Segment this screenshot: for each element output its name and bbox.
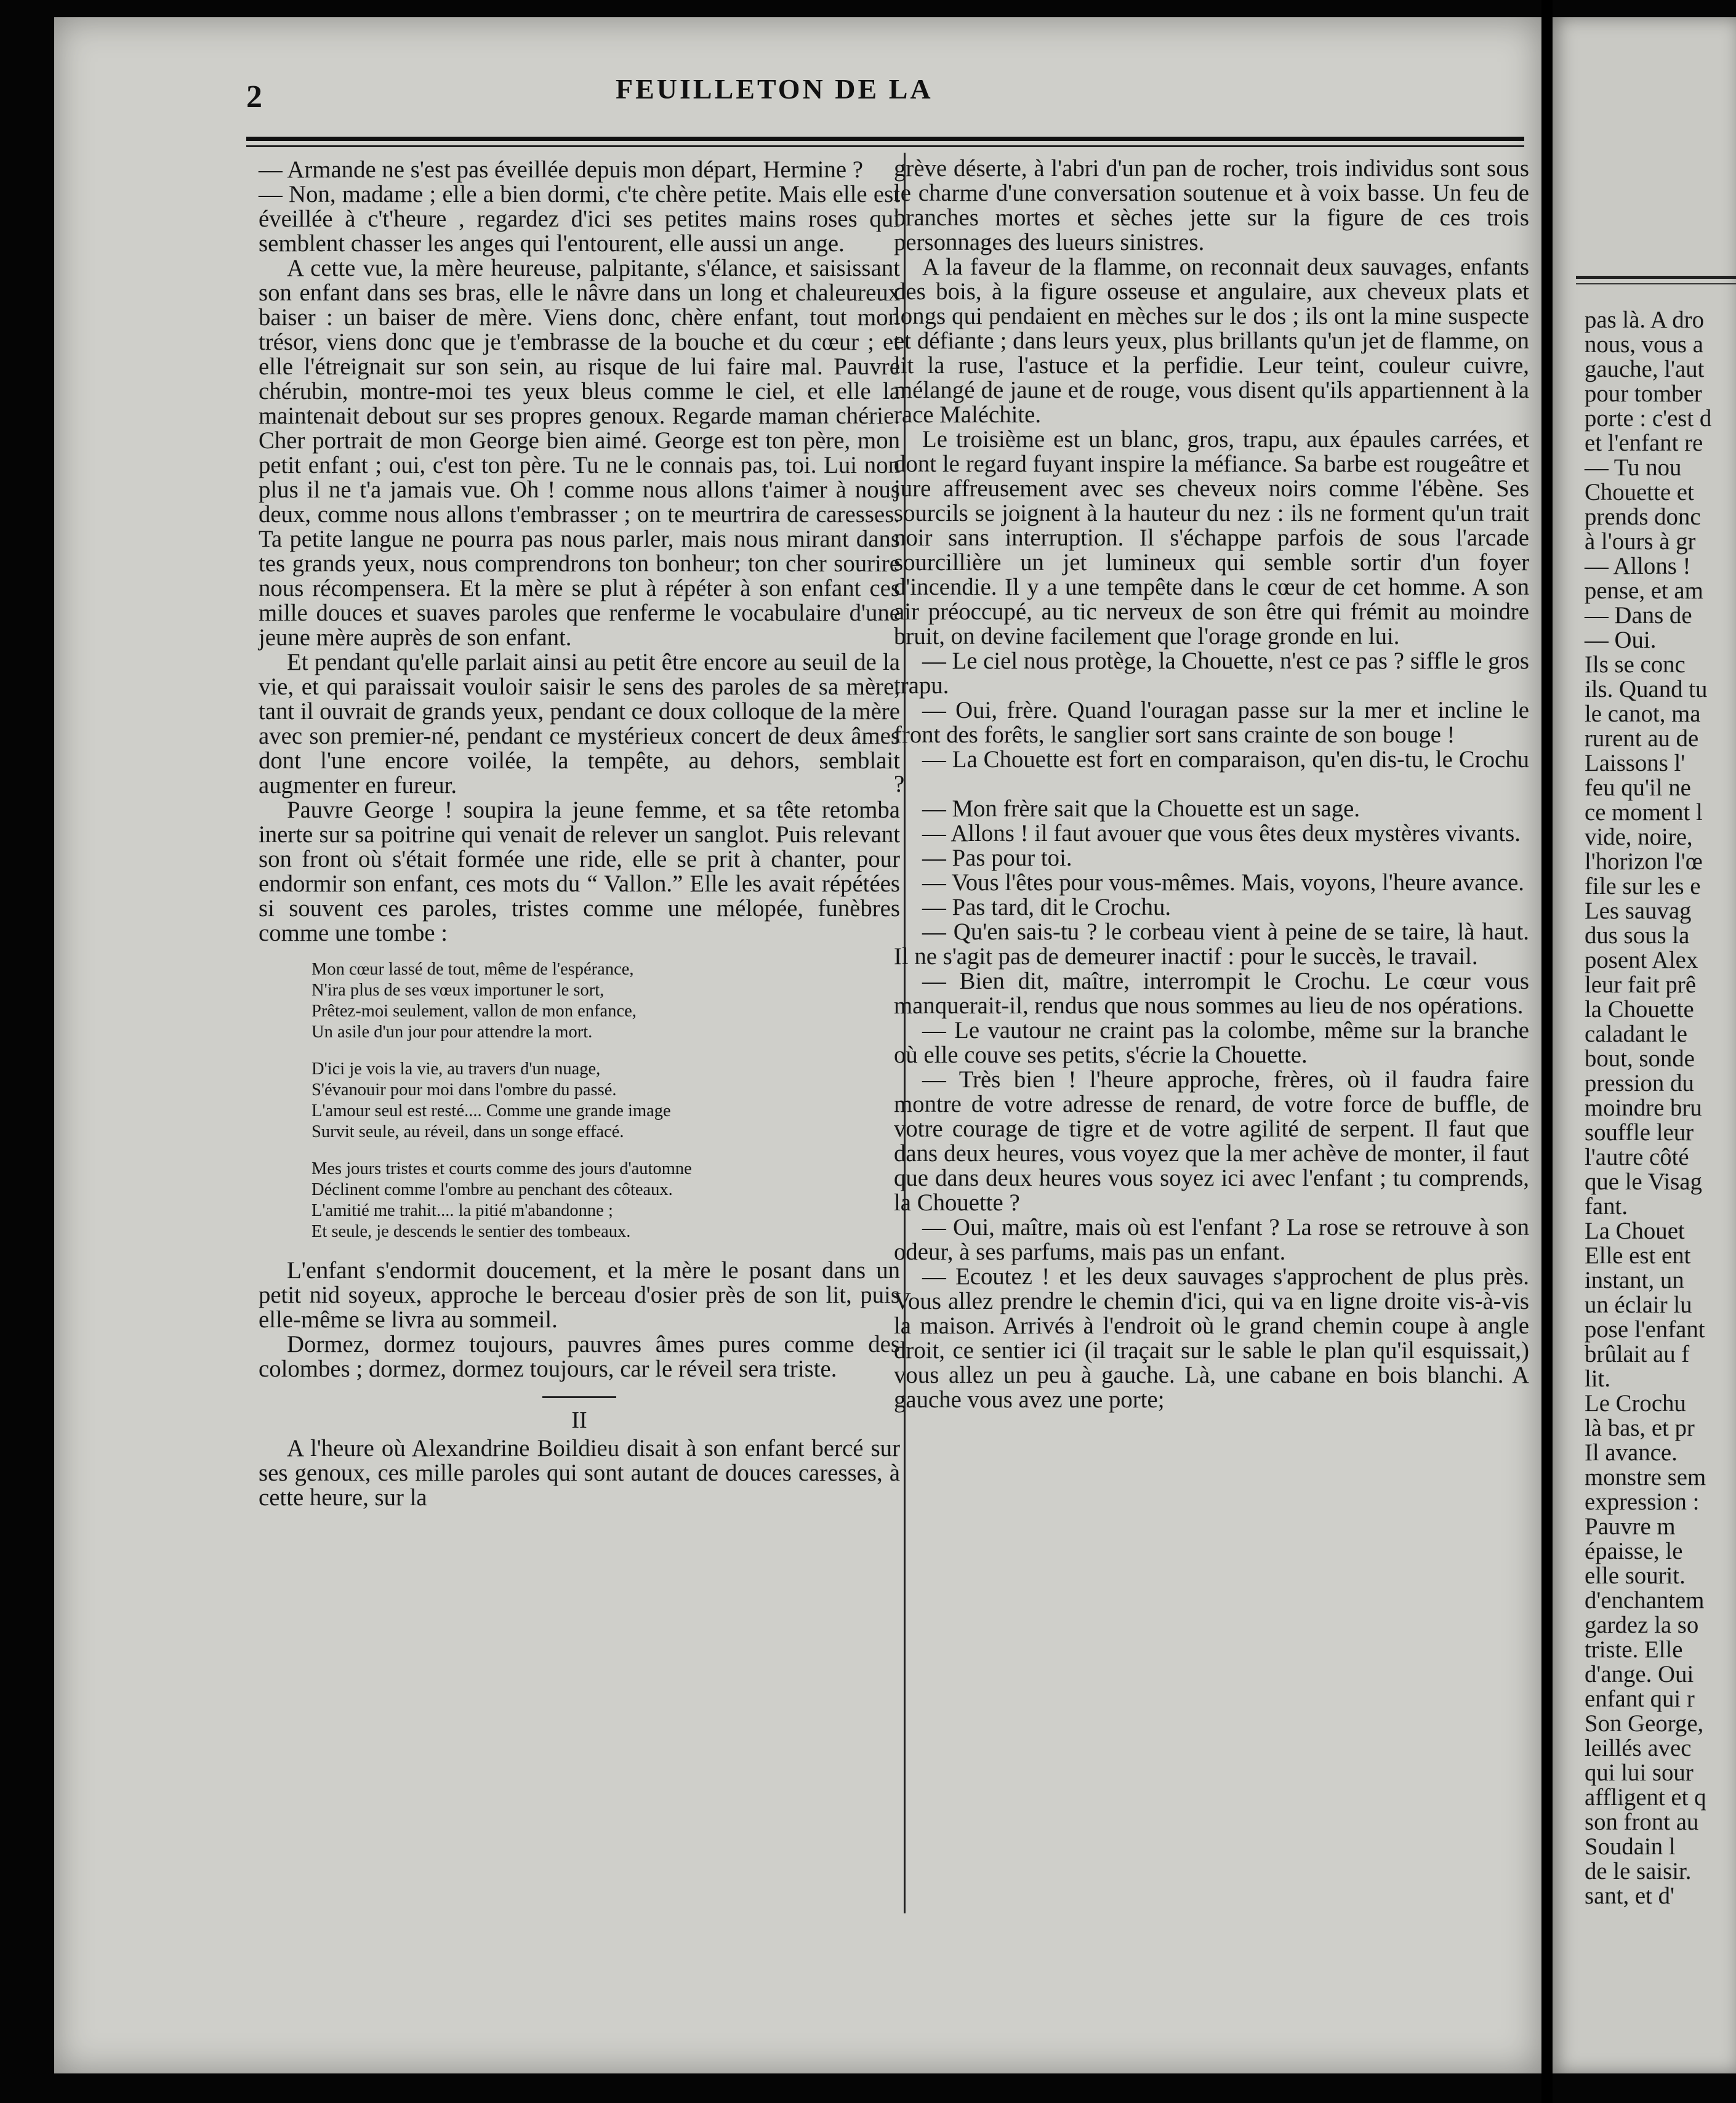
fragment-line: expression : [1585,1489,1700,1515]
paragraph: A cette vue, la mère heureuse, palpitante, s'élance, et saisissant son enfant dans ses bras, elle le nâvre dans un long et chaleureux baiser : un baiser de mère. Viens donc, chère enfant, tout mon trésor, viens donc que je t'embrasse de la bouche et du cœur ; et elle l'étreignait sur son sein, au risque de lui faire mal. Pauvre chérubin, montre-moi tes yeux bleus comme le ciel, et elle la maintenait debout sur ses propres genoux. Regarde maman chérie. Cher portrait de mon George bien aimé. George est ton père, mon petit enfant ; oui, c'est ton père. Tu ne le connais pas, toi. Lui non plus il ne t'a jamais vue. Oh ! comme nous allons t'aimer à nous deux, comme nous allons t'embrasser ; on te meurtrira de caresses. Ta petite langue ne pourra pas nous parler, mais nous mirant dans tes grands yeux, nous comprendrons ton bonheur; ton cher sourire nous récompensera. Et la mère se plut à répéter à son enfant ces mille douces et suaves paroles que renferme le vocabulaire d'une jeune mère auprès de son enfant. [259,255,900,651]
fragment-line: Son George, [1585,1710,1704,1737]
paragraph: — Non, madame ; elle a bien dormi, c'te chère petite. Mais elle est éveillée à c't'heure , regardez d'ici ses petites mains roses qui semblent chasser les anges qui l'entourent, elle aussi un ange. [259,181,900,257]
left-column [259,158,900,1510]
paragraph: — Oui, maître, mais où est l'enfant ? La rose se retrouve à son odeur, à ses parfums, mais pas un enfant. [894,1214,1529,1265]
fragment-line: enfant qui r [1585,1686,1695,1712]
right-column [894,156,1529,1412]
next-page-header-rule [1576,276,1736,279]
fragment-line: La Chouet [1585,1218,1685,1244]
fragment-line: prends donc [1585,504,1701,530]
fragment-line: leur fait prê [1585,971,1696,998]
verse-line: Et seule, je descends le sentier des tombeaux. [311,1222,631,1241]
fragment-line: Il avance. [1585,1439,1678,1466]
fragment-line: ils. Quand tu [1585,676,1708,702]
verse-line: D'ici je vois la vie, au travers d'un nuage, [311,1060,601,1079]
fragment-line: — Dans de [1585,602,1692,629]
fragment-line: rurent au de [1585,725,1699,752]
fragment-line: pour tomber [1585,380,1702,407]
verse-line: Déclinent comme l'ombre au penchant des côteaux. [311,1180,673,1199]
paragraph: — Qu'en sais-tu ? le corbeau vient à peine de se taire, là haut. Il ne s'agit pas de demeurer inactif : pour le succès, le travail. [894,919,1529,970]
fragment-line: moindre bru [1585,1095,1702,1121]
verse-line: Mes jours tristes et courts comme des jours d'automne [311,1159,692,1178]
header-rule-thin [246,145,1524,147]
fragment-line: pas là. A dro [1585,307,1704,333]
poem-stanza [311,1059,900,1143]
header-rule [246,137,1524,141]
fragment-line: posent Alex [1585,947,1698,973]
section-rule [542,1396,616,1398]
fragment-line: là bas, et pr [1585,1415,1695,1441]
fragment-line: — Tu nou [1585,454,1682,481]
paragraph: — Vous l'êtes pour vous-mêmes. Mais, voyons, l'heure avance. [922,869,1524,896]
fragment-line: porte : c'est d [1585,405,1712,432]
paragraph: A l'heure où Alexandrine Boildieu disait à son enfant bercé sur ses genoux, ces mille paroles qui sont autant de douces caresses, à cette heure, sur la [259,1435,900,1511]
paragraph: — Très bien ! l'heure approche, frères, où il faudra faire montre de votre adresse de renard, de votre force de buffle, de votre courage de tigre et de votre agilité de serpent. Il faut que dans deux heures, vous voyez que la mer achève de monter, il faut que dans deux heures vous soyez ici avec l'enfant ; tu comprends, la Chouette ? [894,1066,1529,1216]
fragment-line: — Allons ! [1585,553,1691,579]
poem-stanza [311,959,900,1043]
fragment-line: Laissons l' [1585,750,1686,776]
fragment-line: bout, sonde [1585,1045,1695,1072]
verse-line: N'ira plus de ses vœux importuner le sort, [311,981,605,1000]
fragment-line: d'enchantem [1585,1587,1705,1614]
fragment-line: épaisse, le [1585,1538,1683,1564]
fragment-line: elle sourit. [1585,1562,1686,1589]
paragraph: Et pendant qu'elle parlait ainsi au petit être encore au seuil de la vie, et qui paraissait vouloir saisir le sens des paroles de sa mère, tant il ouvrait de grands yeux, pendant ce doux colloque de la mère avec son premier-né, pendant ce mystérieux concert de deux âmes dont l'une encore voilée, la tempête, au dehors, semblait augmenter en fureur. [259,649,900,798]
fragment-line: affligent et q [1585,1784,1706,1811]
fragment-line: lit. [1585,1365,1611,1392]
fragment-line: dus sous la [1585,922,1690,949]
fragment-line: pression du [1585,1070,1694,1096]
page-gutter [1541,0,1553,2103]
paragraph: A la faveur de la flamme, on reconnait deux sauvages, enfants des bois, à la figure osseuse et angulaire, aux cheveux plats et longs qui pendaient en mèches sur le dos ; ils ont la mine suspecte et défiante ; dans leurs yeux, plus brillants qu'un jet de flamme, on lit la ruse, l'astuce et la perfidie. Leur teint, couleur cuivre, mélangé de jaune et de rouge, vous disent qu'ils appartiennent à la race Maléchite. [894,254,1529,428]
fragment-line: nous, vous a [1585,331,1703,358]
paragraph: Le troisième est un blanc, gros, trapu, aux épaules carrées, et dont le regard fuyant inspire la méfiance. Sa barbe est rougeâtre et jure affreusement avec ses cheveux noirs comme l'ébène. Ses sourcils se joignent à la hauteur du nez : ils ne forment qu'un trait noir sans interruption. Il s'échappe parfois de sous l'arcade sourcillière un jet lumineux qui semble sortir d'un foyer d'incendie. Il y a une tempête dans le cœur de cet homme. A son air préoccupé, au tic nerveux de son être qui frémit au moindre bruit, on devine facilement que l'orage gronde en lui. [894,426,1529,649]
fragment-line: pose l'enfant [1585,1316,1705,1343]
paragraph: — La Chouette est fort en comparaison, qu'en dis-tu, le Crochu ? [894,746,1529,797]
fragment-line: son front au [1585,1809,1699,1835]
fragment-line: Les sauvag [1585,898,1692,924]
fragment-line: caladant le [1585,1021,1687,1047]
fragment-line: l'autre côté [1585,1144,1689,1170]
fragment-line: gardez la so [1585,1612,1699,1638]
fragment-line: Elle est ent [1585,1242,1691,1269]
fragment-line: la Chouette [1585,996,1694,1023]
paragraph: — Pas pour toi. [922,845,1072,871]
poem [311,959,900,1242]
paragraph: — Pas tard, dit le Crochu. [922,894,1171,920]
fragment-line: de le saisir. [1585,1858,1692,1884]
fragment-line: Chouette et [1585,479,1694,505]
fragment-line: triste. Elle [1585,1636,1683,1663]
paragraph: — Ecoutez ! et les deux sauvages s'approchent de plus près. Vous allez prendre le chemin d'ici, qui va en ligne droite vis-à-vis la maison. Arrivés à l'endroit où le grand chemin coupe à angle droit, ce sentier ici (il traçait sur le sable le plan qu'il esquissait,) vous allez un peu à gauche. Là, une cabane en bois blanchi. A gauche vous avez une porte; [894,1263,1529,1413]
verse-line: L'amitié me trahit.... la pitié m'abandonne ; [311,1201,613,1220]
verse-line: Prêtez-moi seulement, vallon de mon enfance, [311,1002,637,1021]
paragraph: — Armande ne s'est pas éveillée depuis mon départ, Hermine ? [259,156,863,183]
paragraph: — Oui, frère. Quand l'ouragan passe sur la mer et incline le front des forêts, le sanglier sort sans crainte de son bouge ! [894,697,1529,748]
fragment-line: souffle leur [1585,1119,1694,1146]
fragment-line: brûlait au f [1585,1341,1690,1367]
verse-line: S'évanouir pour moi dans l'ombre du passé. [311,1080,617,1100]
fragment-line: — Oui. [1585,627,1657,653]
fragment-line: d'ange. Oui [1585,1661,1694,1687]
fragment-line: un éclair lu [1585,1292,1692,1318]
page-number: 2 [246,79,262,115]
fragment-line: l'horizon l'œ [1585,848,1703,875]
fragment-line: Soudain l [1585,1833,1676,1860]
verse-line: Un asile d'un jour pour attendre la mort. [311,1023,593,1042]
fragment-line: monstre sem [1585,1464,1706,1490]
fragment-line: Ils se conc [1585,651,1686,678]
fragment-line: sant, et d' [1585,1883,1674,1909]
section-heading: II [571,1407,587,1433]
fragment-line: file sur les e [1585,873,1701,899]
verse-line: Survit seule, au réveil, dans un songe effacé. [311,1122,624,1141]
next-page-header-rule-thin [1576,283,1736,284]
paragraph: Dormez, dormez toujours, pauvres âmes pures comme des colombes ; dormez, dormez toujours, car le réveil sera triste. [259,1331,900,1382]
paragraph: — Le vautour ne craint pas la colombe, même sur la branche où elle couve ses petits, s'écrie la Chouette. [894,1017,1529,1068]
paragraph: — Mon frère sait que la Chouette est un sage. [922,795,1360,822]
fragment-line: à l'ours à gr [1585,528,1696,555]
fragment-line: le canot, ma [1585,701,1701,727]
fragment-line: que le Visag [1585,1168,1702,1195]
fragment-line: feu qu'il ne [1585,774,1691,801]
running-head: FEUILLETON DE LA [616,73,933,105]
paragraph: grève déserte, à l'abri d'un pan de rocher, trois individus sont sous le charme d'une conversation soutenue et à voix basse. Un feu de branches mortes et sèches jette sur la figure de ces trois personnages des lueurs sinistres. [894,155,1529,255]
paragraph: — Le ciel nous protège, la Chouette, n'est ce pas ? siffle le gros trapu. [894,648,1529,699]
fragment-line: gauche, l'aut [1585,356,1705,382]
fragment-line: vide, noire, [1585,824,1693,850]
poem-stanza [311,1159,900,1242]
verse-line: Mon cœur lassé de tout, même de l'espérance, [311,960,634,979]
fragment-line: et l'enfant re [1585,430,1703,456]
fragment-line: instant, un [1585,1267,1684,1293]
fragment-line: ce moment l [1585,799,1703,826]
fragment-line: Pauvre m [1585,1513,1676,1540]
fragment-line: qui lui sour [1585,1759,1694,1786]
paragraph: — Bien dit, maître, interrompit le Crochu. Le cœur vous manquerait-il, rendus que nous sommes au lieu de nos opérations. [894,968,1529,1019]
fragment-line: fant. [1585,1193,1628,1220]
fragment-line: pense, et am [1585,577,1703,604]
verse-line: L'amour seul est resté.... Comme une grande image [311,1101,671,1120]
paragraph: L'enfant s'endormit doucement, et la mère le posant dans un petit nid soyeux, approche le berceau d'osier près de son lit, puis elle-même se livra au sommeil. [259,1257,900,1333]
fragment-line: Le Crochu [1585,1390,1686,1417]
paragraph: Pauvre George ! soupira la jeune femme, et sa tête retomba inerte sur sa poitrine qui venait de relever un sanglot. Puis relevant son front où s'était formée une ride, elle se prit à chanter, pour endormir son enfant, ces mots du “ Vallon.” Elle les avait répétées si souvent ces paroles, tristes comme une mélopée, funèbres comme une tombe : [259,797,900,946]
next-page-text-fragment [1585,308,1736,1908]
fragment-line: leillés avec [1585,1735,1692,1761]
paragraph: — Allons ! il faut avouer que vous êtes deux mystères vivants. [922,820,1521,846]
